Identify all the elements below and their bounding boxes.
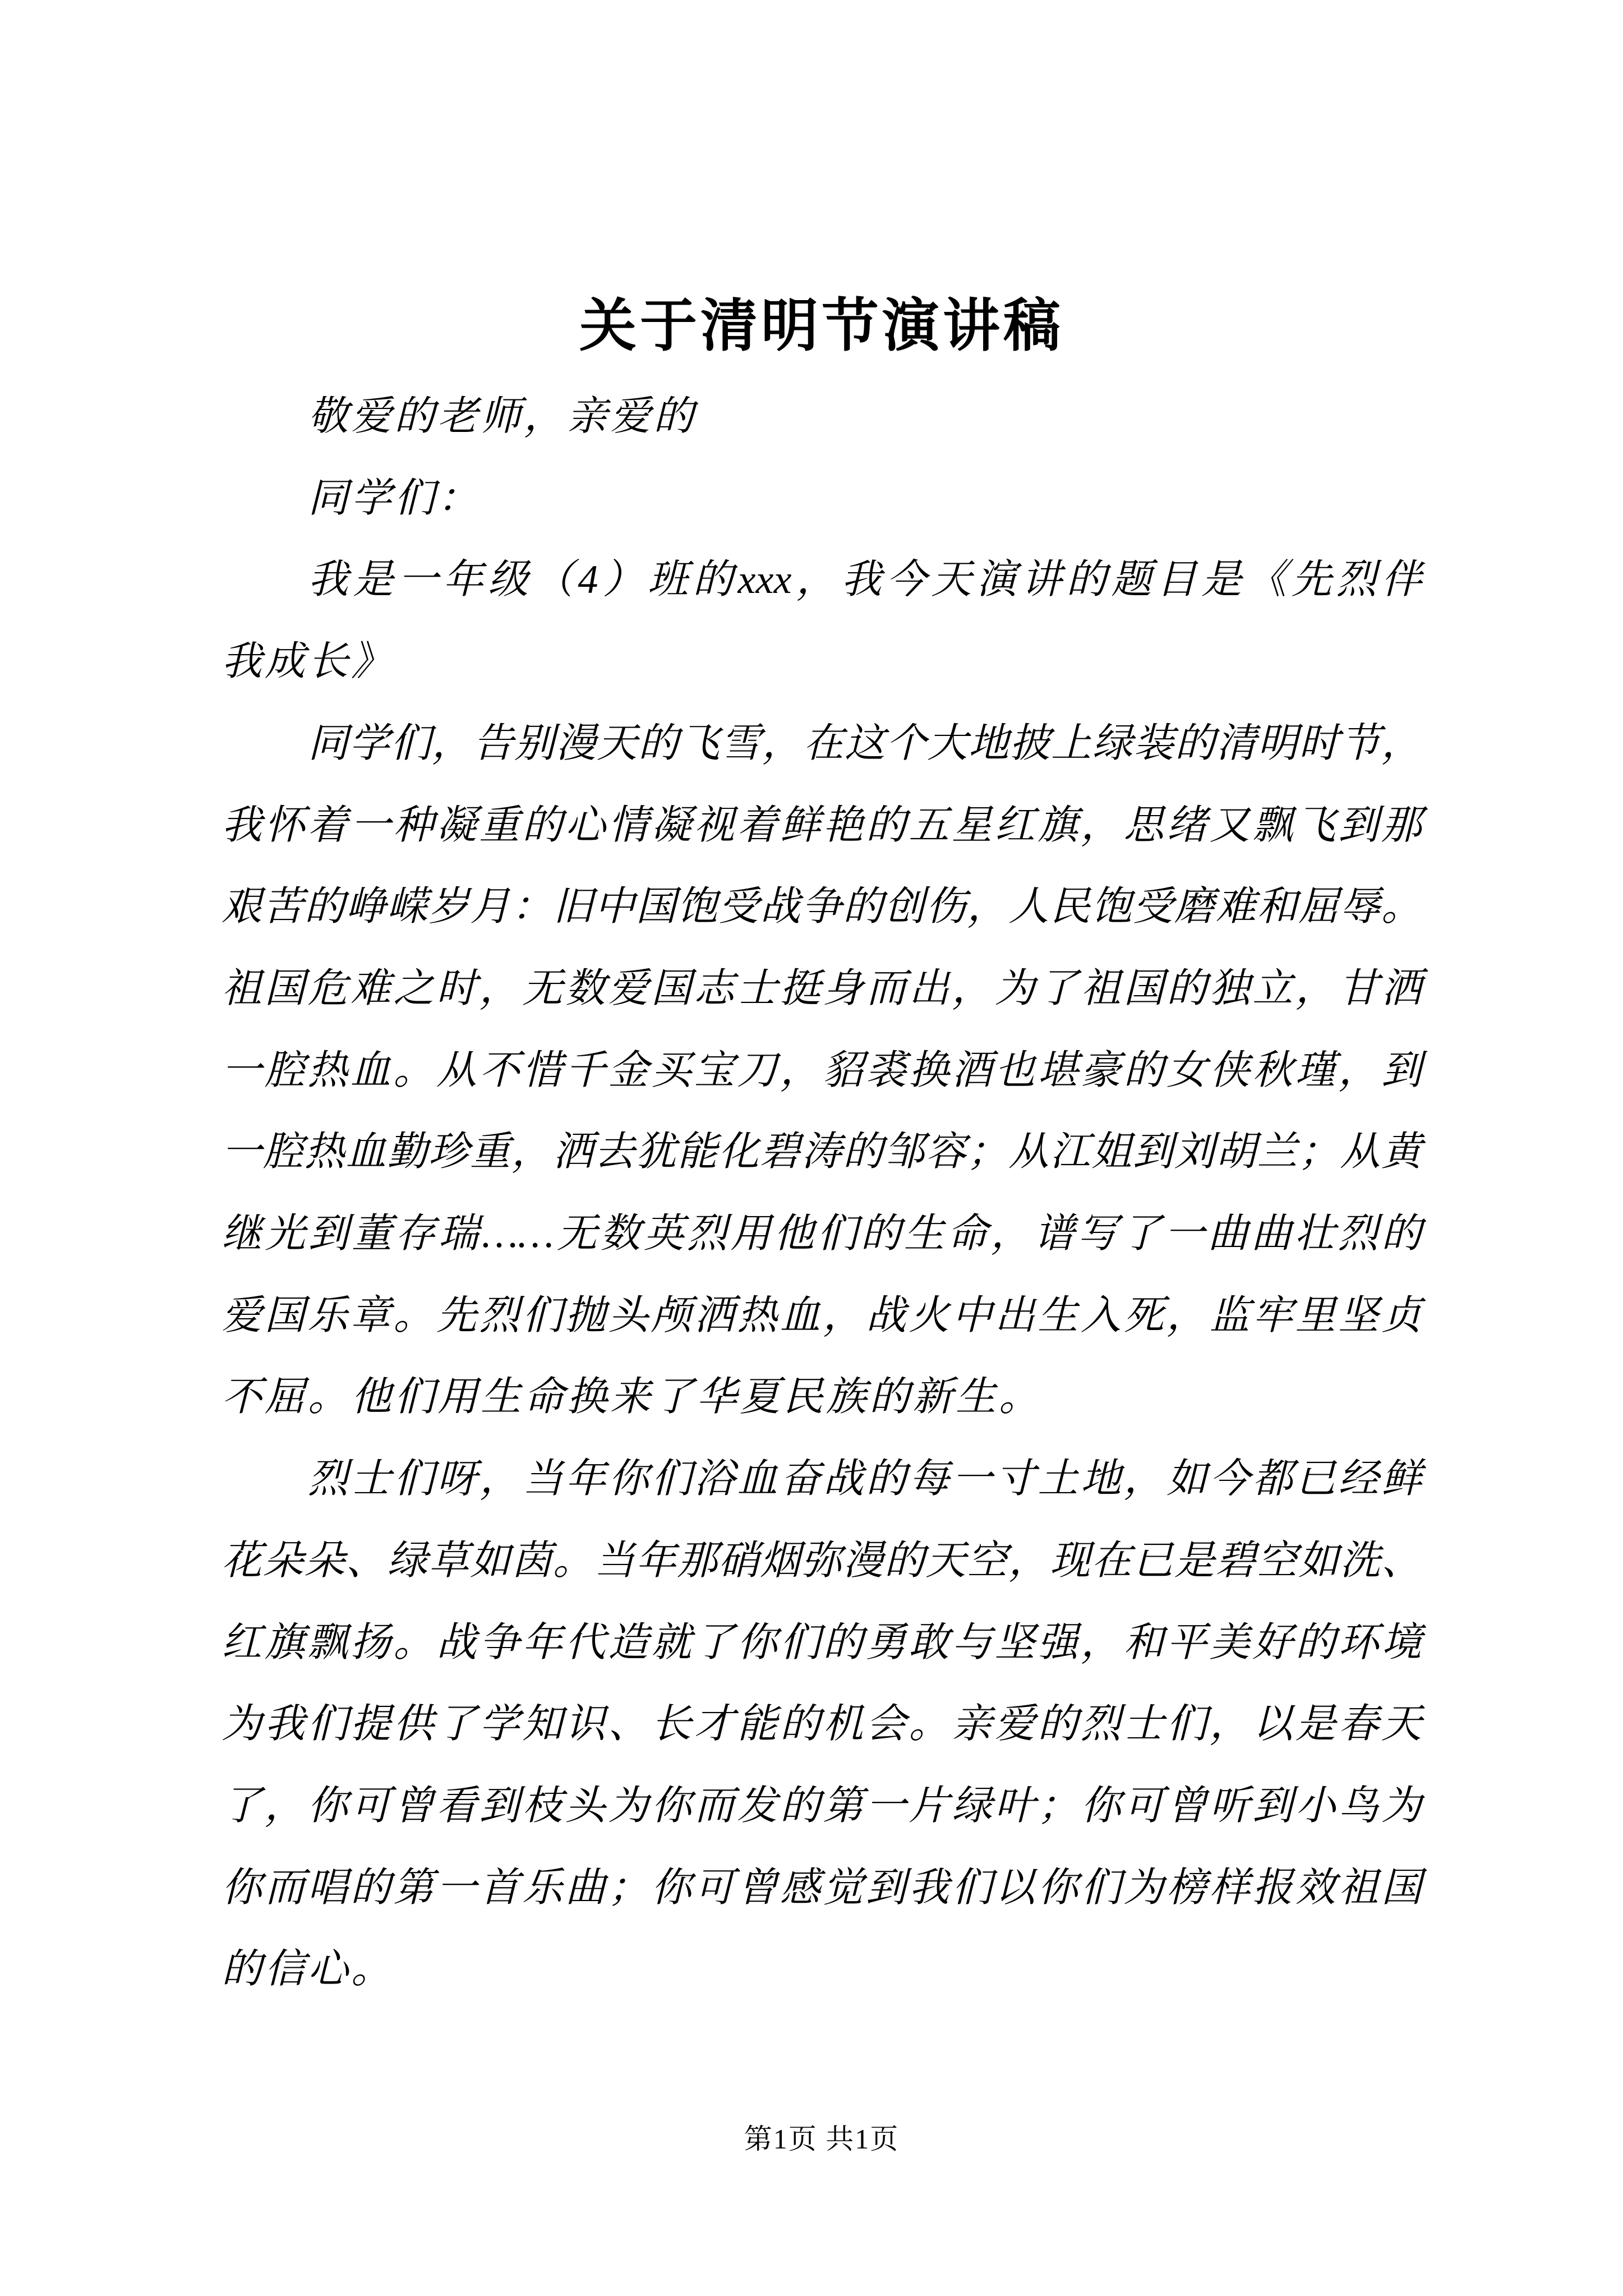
text-line: 一腔热血。从不惜千金买宝刀，貂裘换酒也堪豪的女侠秋瑾，到 — [222, 1047, 1422, 1093]
text-line: 我是一年级（4）班的xxx，我今天演讲的题目是《先烈伴 — [308, 557, 1422, 602]
text-line: 我怀着一种凝重的心情凝视着鲜艳的五星红旗，思绪又飘飞到那 — [222, 802, 1422, 848]
text-line: 红旗飘扬。战争年代造就了你们的勇敢与坚强，和平美好的环境 — [222, 1619, 1422, 1665]
text-line: 我成长》 — [222, 639, 395, 684]
text-line: 同学们，告别漫天的飞雪，在这个大地披上绿装的清明时节， — [308, 720, 1422, 766]
text-line: 你而唱的第一首乐曲；你可曾感觉到我们以你们为榜样报效祖国 — [222, 1865, 1422, 1910]
text-line: 继光到董存瑞……无数英烈用他们的生命，谱写了一曲曲壮烈的 — [222, 1211, 1422, 1257]
text-line: 祖国危难之时，无数爱国志士挺身而出，为了祖国的独立，甘洒 — [222, 965, 1422, 1011]
document-body — [222, 376, 1422, 2010]
text-line: 花朵朵、绿草如茵。当年那硝烟弥漫的天空，现在已是碧空如洗、 — [222, 1538, 1422, 1583]
text-line: 烈士们呀，当年你们浴血奋战的每一寸土地，如今都已经鲜 — [308, 1456, 1422, 1502]
text-line: 敬爱的老师，亲爱的 — [308, 394, 697, 439]
text-line: 不屈。他们用生命换来了华夏民族的新生。 — [222, 1374, 1043, 1420]
text-line: 为我们提供了学知识、长才能的机会。亲爱的烈士们，以是春天 — [222, 1701, 1422, 1747]
text-line: 了，你可曾看到枝头为你而发的第一片绿叶；你可曾听到小鸟为 — [222, 1783, 1422, 1828]
text-line: 的信心。 — [222, 1947, 395, 1992]
text-line: 艰苦的峥嵘岁月：旧中国饱受战争的创伤，人民饱受磨难和屈辱。 — [222, 884, 1422, 930]
text-line: 同学们： — [308, 475, 481, 521]
page-footer: 第1页 共1页 — [744, 2123, 900, 2155]
text-line: 爱国乐章。先烈们抛头颅洒热血，战火中出生入死，监牢里坚贞 — [222, 1292, 1422, 1338]
document-title: 关于清明节演讲稿 — [579, 294, 1064, 358]
text-line: 一腔热血勤珍重，洒去犹能化碧涛的邹容；从江姐到刘胡兰；从黄 — [222, 1129, 1422, 1175]
